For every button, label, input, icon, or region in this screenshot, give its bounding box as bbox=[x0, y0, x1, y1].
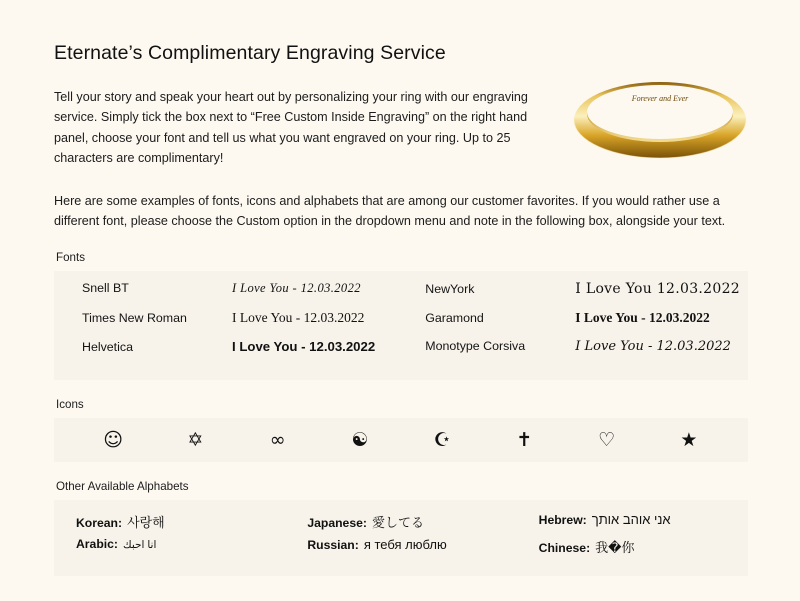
font-row bbox=[397, 339, 748, 368]
font-name: Snell BT bbox=[82, 281, 129, 296]
alphabet-sample: я тебя люблю bbox=[363, 537, 447, 553]
font-row bbox=[397, 281, 748, 310]
alphabet-row bbox=[539, 537, 748, 562]
alphabet-sample: אני אוהב אותך bbox=[591, 512, 671, 528]
icons-panel bbox=[54, 418, 748, 462]
star-of-david-icon[interactable]: ✡ bbox=[187, 428, 204, 451]
gold-ring-illustration bbox=[560, 68, 760, 168]
font-row bbox=[54, 310, 397, 339]
star-filled-icon[interactable]: ★ bbox=[680, 428, 698, 451]
font-name: NewYork bbox=[425, 282, 475, 297]
cross-icon[interactable]: ✝ bbox=[516, 428, 533, 451]
font-name: Garamond bbox=[425, 311, 484, 326]
font-name: Helvetica bbox=[82, 340, 133, 355]
alphabet-language: Russian: bbox=[307, 538, 359, 553]
alphabet-language: Korean: bbox=[76, 516, 123, 531]
alphabet-row bbox=[539, 512, 748, 537]
fonts-section-label: Fonts bbox=[56, 251, 85, 265]
fonts-column-left bbox=[54, 281, 397, 368]
alphabet-row bbox=[307, 537, 516, 562]
infinity-icon[interactable]: ∞ bbox=[269, 428, 286, 451]
alphabet-row bbox=[76, 537, 285, 562]
alphabet-row bbox=[307, 512, 516, 537]
alphabet-column-2 bbox=[285, 512, 516, 562]
font-sample: I Love You - 12.03.2022 bbox=[575, 339, 731, 355]
intro-paragraph-1: Tell your story and speak your heart out by personalizing your ring with our engraving service. Simply tick the box next to “Free Custom Inside Engraving” on the right hand panel, choose your font and tell us what you want engraved on your ring. Up to 25 characters are complimentary! bbox=[54, 90, 528, 166]
intro-paragraph-2: Here are some examples of fonts, icons and alphabets that are among our customer favorites. If you would rather use a different font, please choose the Custom option in the dropdown menu and note in the following box, alongside your text. bbox=[54, 193, 726, 228]
alphabets-section-label: Other Available Alphabets bbox=[56, 480, 189, 494]
fonts-panel bbox=[54, 271, 748, 380]
font-name: Monotype Corsiva bbox=[425, 339, 526, 354]
alphabet-language: Chinese: bbox=[538, 541, 591, 556]
smiley-face-icon[interactable]: ☺ bbox=[103, 428, 124, 451]
star-and-crescent-icon[interactable]: ☪ bbox=[433, 428, 451, 451]
icons-section-label: Icons bbox=[56, 398, 84, 412]
font-name: Times New Roman bbox=[82, 311, 187, 326]
font-row bbox=[54, 281, 397, 310]
font-sample: I Love You 12.03.2022 bbox=[575, 281, 740, 298]
ring-engraved-text: Forever and Ever bbox=[631, 94, 689, 103]
heart-outline-icon[interactable]: ♡ bbox=[598, 428, 616, 451]
font-row bbox=[54, 339, 397, 368]
yin-yang-icon[interactable]: ☯ bbox=[351, 428, 369, 451]
font-sample: I Love You - 12.03.2022 bbox=[232, 281, 361, 296]
alphabet-sample: 사랑해 bbox=[127, 515, 165, 531]
alphabet-column-3 bbox=[517, 512, 748, 562]
font-sample: I Love You - 12.03.2022 bbox=[232, 339, 376, 355]
font-sample: I Love You - 12.03.2022 bbox=[232, 310, 365, 326]
font-sample: I Love You - 12.03.2022 bbox=[575, 310, 710, 326]
alphabet-language: Arabic: bbox=[76, 537, 118, 552]
alphabet-language: Japanese: bbox=[307, 516, 367, 531]
alphabet-language: Hebrew: bbox=[538, 513, 587, 528]
page-title: Eternate’s Complimentary Engraving Service bbox=[54, 42, 446, 64]
alphabet-sample: 我�你 bbox=[595, 540, 635, 556]
alphabet-sample: انا احبك bbox=[123, 539, 157, 552]
font-row bbox=[397, 310, 748, 339]
alphabets-panel bbox=[54, 500, 748, 576]
fonts-column-right bbox=[397, 281, 748, 368]
ring-image bbox=[560, 68, 760, 168]
alphabet-column-1 bbox=[54, 512, 285, 562]
alphabet-sample: 愛してる bbox=[371, 515, 424, 531]
alphabet-row bbox=[76, 512, 285, 537]
